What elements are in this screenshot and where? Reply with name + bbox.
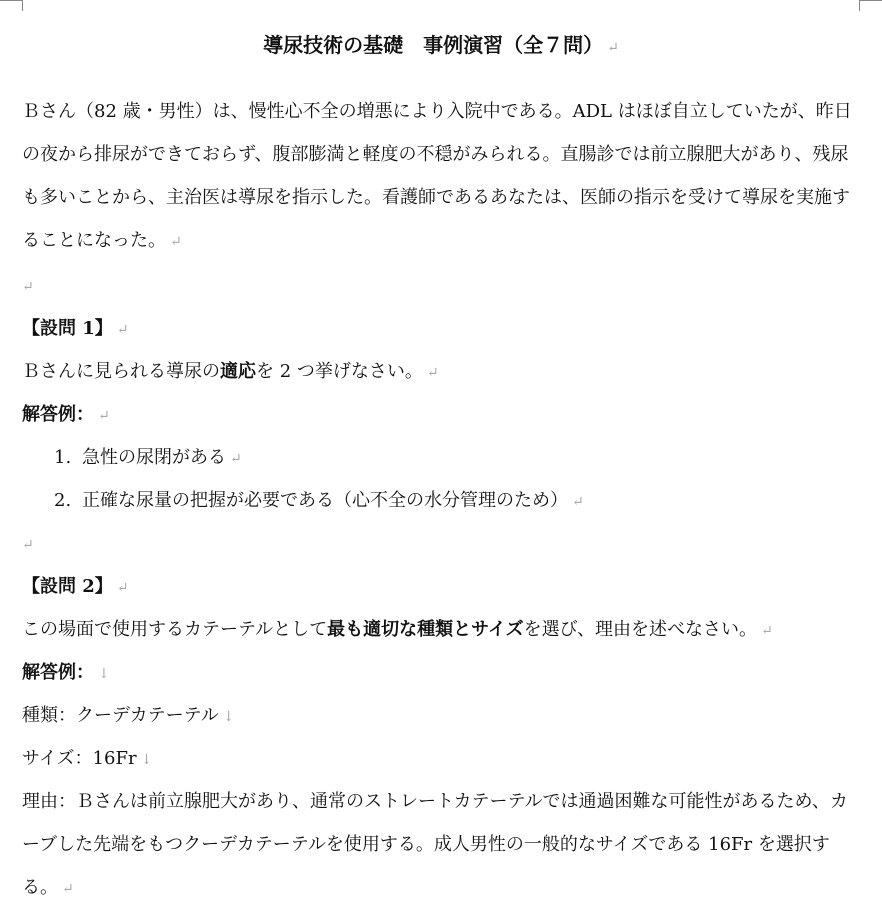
q1-answer-item <box>22 479 860 522</box>
paragraph-mark: ↵ <box>116 580 129 596</box>
title-text: 導尿技術の基礎 事例演習（全７問） <box>263 33 604 57</box>
q2-reason-text: 理由：Ｂさんは前立腺肥大があり、通常のストレートカテーテルでは通過困難な可能性があるため、カーブした先端をもつクーデカテーテルを使用する。成人男性の一般的なサイズである 16Fr を選択する。 <box>22 791 848 898</box>
q2-question-mid: と <box>453 619 472 640</box>
q1-question-bold: 適応 <box>220 361 256 382</box>
q1-heading <box>22 307 860 350</box>
paragraph-mark: ↵ <box>116 322 129 338</box>
page-corner-mark-left <box>0 0 23 11</box>
document-title <box>22 28 860 62</box>
paragraph-mark: ↵ <box>760 623 773 639</box>
paragraph-mark: ↵ <box>426 365 439 381</box>
q2-heading <box>22 565 860 608</box>
line-break-mark: ↓ <box>222 709 235 725</box>
paragraph-mark: ↵ <box>607 40 619 56</box>
q1-answer-label <box>22 393 860 436</box>
q1-answer-label-text: 解答例： <box>22 404 94 425</box>
q2-question-bold-size: サイズ <box>471 619 524 640</box>
line-break-mark: ↓ <box>140 752 153 768</box>
empty-paragraph <box>22 264 860 307</box>
paragraph-mark: ↵ <box>22 279 34 295</box>
paragraph-mark: ↵ <box>22 537 34 553</box>
q2-type-text: 種類：クーデカテーテル <box>22 705 219 726</box>
q1-heading-text: 【設問 1】 <box>22 318 113 339</box>
paragraph-mark: ↵ <box>62 881 74 897</box>
q2-question-pre: この場面で使用するカテーテルとして <box>22 619 328 640</box>
paragraph-mark: ↵ <box>572 494 584 510</box>
q2-answer-label-text: 解答例： <box>22 662 94 683</box>
q2-size-text: サイズ：16Fr <box>22 748 137 769</box>
case-paragraph <box>22 90 860 264</box>
q2-question <box>22 608 860 651</box>
page-corner-mark-right <box>859 0 882 11</box>
q1-question <box>22 350 860 393</box>
q2-answer-label <box>22 651 860 694</box>
q2-question-bold-type: 最も適切な種類 <box>327 619 454 640</box>
document-page <box>22 28 860 911</box>
q2-type-line <box>22 694 860 737</box>
list-number: 2. <box>54 490 72 511</box>
q2-reason-paragraph <box>22 780 860 911</box>
paragraph-mark: ↵ <box>170 234 182 250</box>
list-number: 1. <box>54 447 72 468</box>
line-break-mark: ↓ <box>98 666 110 682</box>
q2-question-post: を選び、理由を述べなさい。 <box>523 619 757 640</box>
list-item-text: 急性の尿閉がある <box>82 447 226 468</box>
q2-heading-text: 【設問 2】 <box>22 576 113 597</box>
q1-question-pre: Ｂさんに見られる導尿の <box>22 361 220 382</box>
case-text: Ｂさん（82 歳・男性）は、慢性心不全の増悪により入院中である。ADL はほぼ自立していたが、昨日の夜から排尿ができておらず、腹部膨満と軽度の不穏がみられる。直腸診では前立腺肥大があり、残尿も多いことから、主治医は導尿を指示した。看護師であるあなたは、医師の指示を受けて導尿を実施することになった。 <box>22 101 852 251</box>
q1-answer-item <box>22 436 860 479</box>
q1-question-post: を 2 つ挙げなさい。 <box>256 361 423 382</box>
paragraph-mark: ↵ <box>230 451 242 467</box>
q2-size-line <box>22 737 860 780</box>
list-item-text: 正確な尿量の把握が必要である（心不全の水分管理のため） <box>82 490 568 511</box>
empty-paragraph <box>22 522 860 565</box>
paragraph-mark: ↵ <box>98 408 110 424</box>
